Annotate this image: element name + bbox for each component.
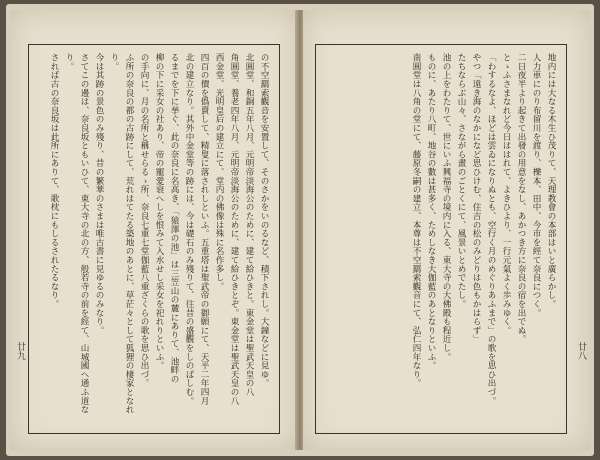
- text-line: 今は其跡の景色のみ殘り、昔の繁華のさまは唯古書に見ゆるのみなり。: [94, 53, 104, 335]
- text-line: 角圓堂、養老四年八月、元明帝淡海公のために、建て給ひきとぞ。東金堂は聖武天皇の八: [229, 53, 239, 405]
- page-number-left: 廿九: [15, 342, 25, 360]
- text-line: の手向に、月の名所と稱せらるゝ所、奈良七重七堂伽藍八重ざくらの歌を思ひ出づ。: [139, 53, 149, 388]
- left-page: [10, 10, 297, 450]
- right-page: [303, 10, 590, 450]
- text-line: 西金堂、光明皇后の建立にて、堂内の佛像は殊に名作多し。: [214, 53, 224, 291]
- text-line: 池の上をわたりて、世にいふ興福寺の境内に入る、東大寺の大佛殿も程近し。: [441, 53, 451, 361]
- text-line: さてこの邊は、奈良坂ともいひて、東大寺の北の方、般若寺の前を經て、山城國へ通ふ道なり。: [64, 53, 89, 414]
- text-line: 南圓堂は八角の堂にて、藤原冬嗣の建立、本尊は不空羂索觀音にて、弘仁四年なり。: [411, 53, 421, 388]
- text-line: たちならぶ山々、さながら畫のごとくにて、風景いとめでたし。: [456, 53, 466, 309]
- text-line: ものに、あたり八町、地谷の數は甚多く、ためしなき大伽藍のあとなりといふ。: [426, 53, 436, 370]
- text-line: されば古の奈良坂は此所にありて、歌枕にもしるされたるなり。: [49, 53, 59, 309]
- text-line: 四百の價を僞賣して、精叟に落されしといふ。五重塔は聖武帝の御願にて、天平二年四月: [199, 53, 209, 405]
- right-text-block: [324, 53, 558, 425]
- left-text-frame: [28, 44, 280, 434]
- text-line: 北圓堂、和銅五年八月、元明帝淡海公のために、建て給ひきと。東金堂は聖武天皇の八: [244, 53, 254, 397]
- right-text-frame: [315, 44, 567, 434]
- text-line: 「わするなよ、ほどは雲ゐになりぬとも、空行く月のめぐりあふまで」の歌を思ひ出づ。: [486, 53, 496, 405]
- text-line: 人力車にのり布留川を渡り、櫟本、田中、今市を經て奈良につく。: [531, 53, 541, 317]
- text-line: 柳の下に采女の社あり、帝の寵愛衰へしを恨みて入水せし采女を祀れりといふ。: [154, 53, 164, 370]
- text-line: ふ所の奈良の都の古跡にして、荒れはてたる築地のあとに、草茫々として狐狸の棲家となれり。: [109, 53, 134, 414]
- page-number-right: 廿八: [576, 342, 586, 360]
- text-line: やつ「遠き海のなかになど思ひけむ、住吉の松のみどりは色もかはらず」: [471, 53, 481, 344]
- text-line: 地内には大なる木生ひ茂りて、天理教會の本部はいと廣らかし。: [546, 53, 556, 309]
- text-line: 二日夜半より起きて出發の用意をなし、あかつき方に奈良の宿を出でぬ。: [516, 53, 526, 344]
- text-line: とゝふさまなれど今日ははれて、よきひより、一行元氣よく歩みゆく。: [501, 53, 511, 335]
- text-line: るまでを下に挙ぐ、此の奈良に名高き、「猿澤の池」は三笠山の麓にありて、池畔の: [169, 53, 179, 384]
- text-line: の不空羂索觀音を安置して、そのさかをいのるなど、積下されし。大鐘などに見ゆ。: [259, 53, 269, 388]
- left-text-block: [37, 53, 271, 425]
- book-spread: [6, 4, 594, 456]
- text-line: 北の建立なり。其外中金堂等の跡には、今は礎石のみ殘りて、往昔の盛觀をしのばしむ。: [184, 53, 194, 405]
